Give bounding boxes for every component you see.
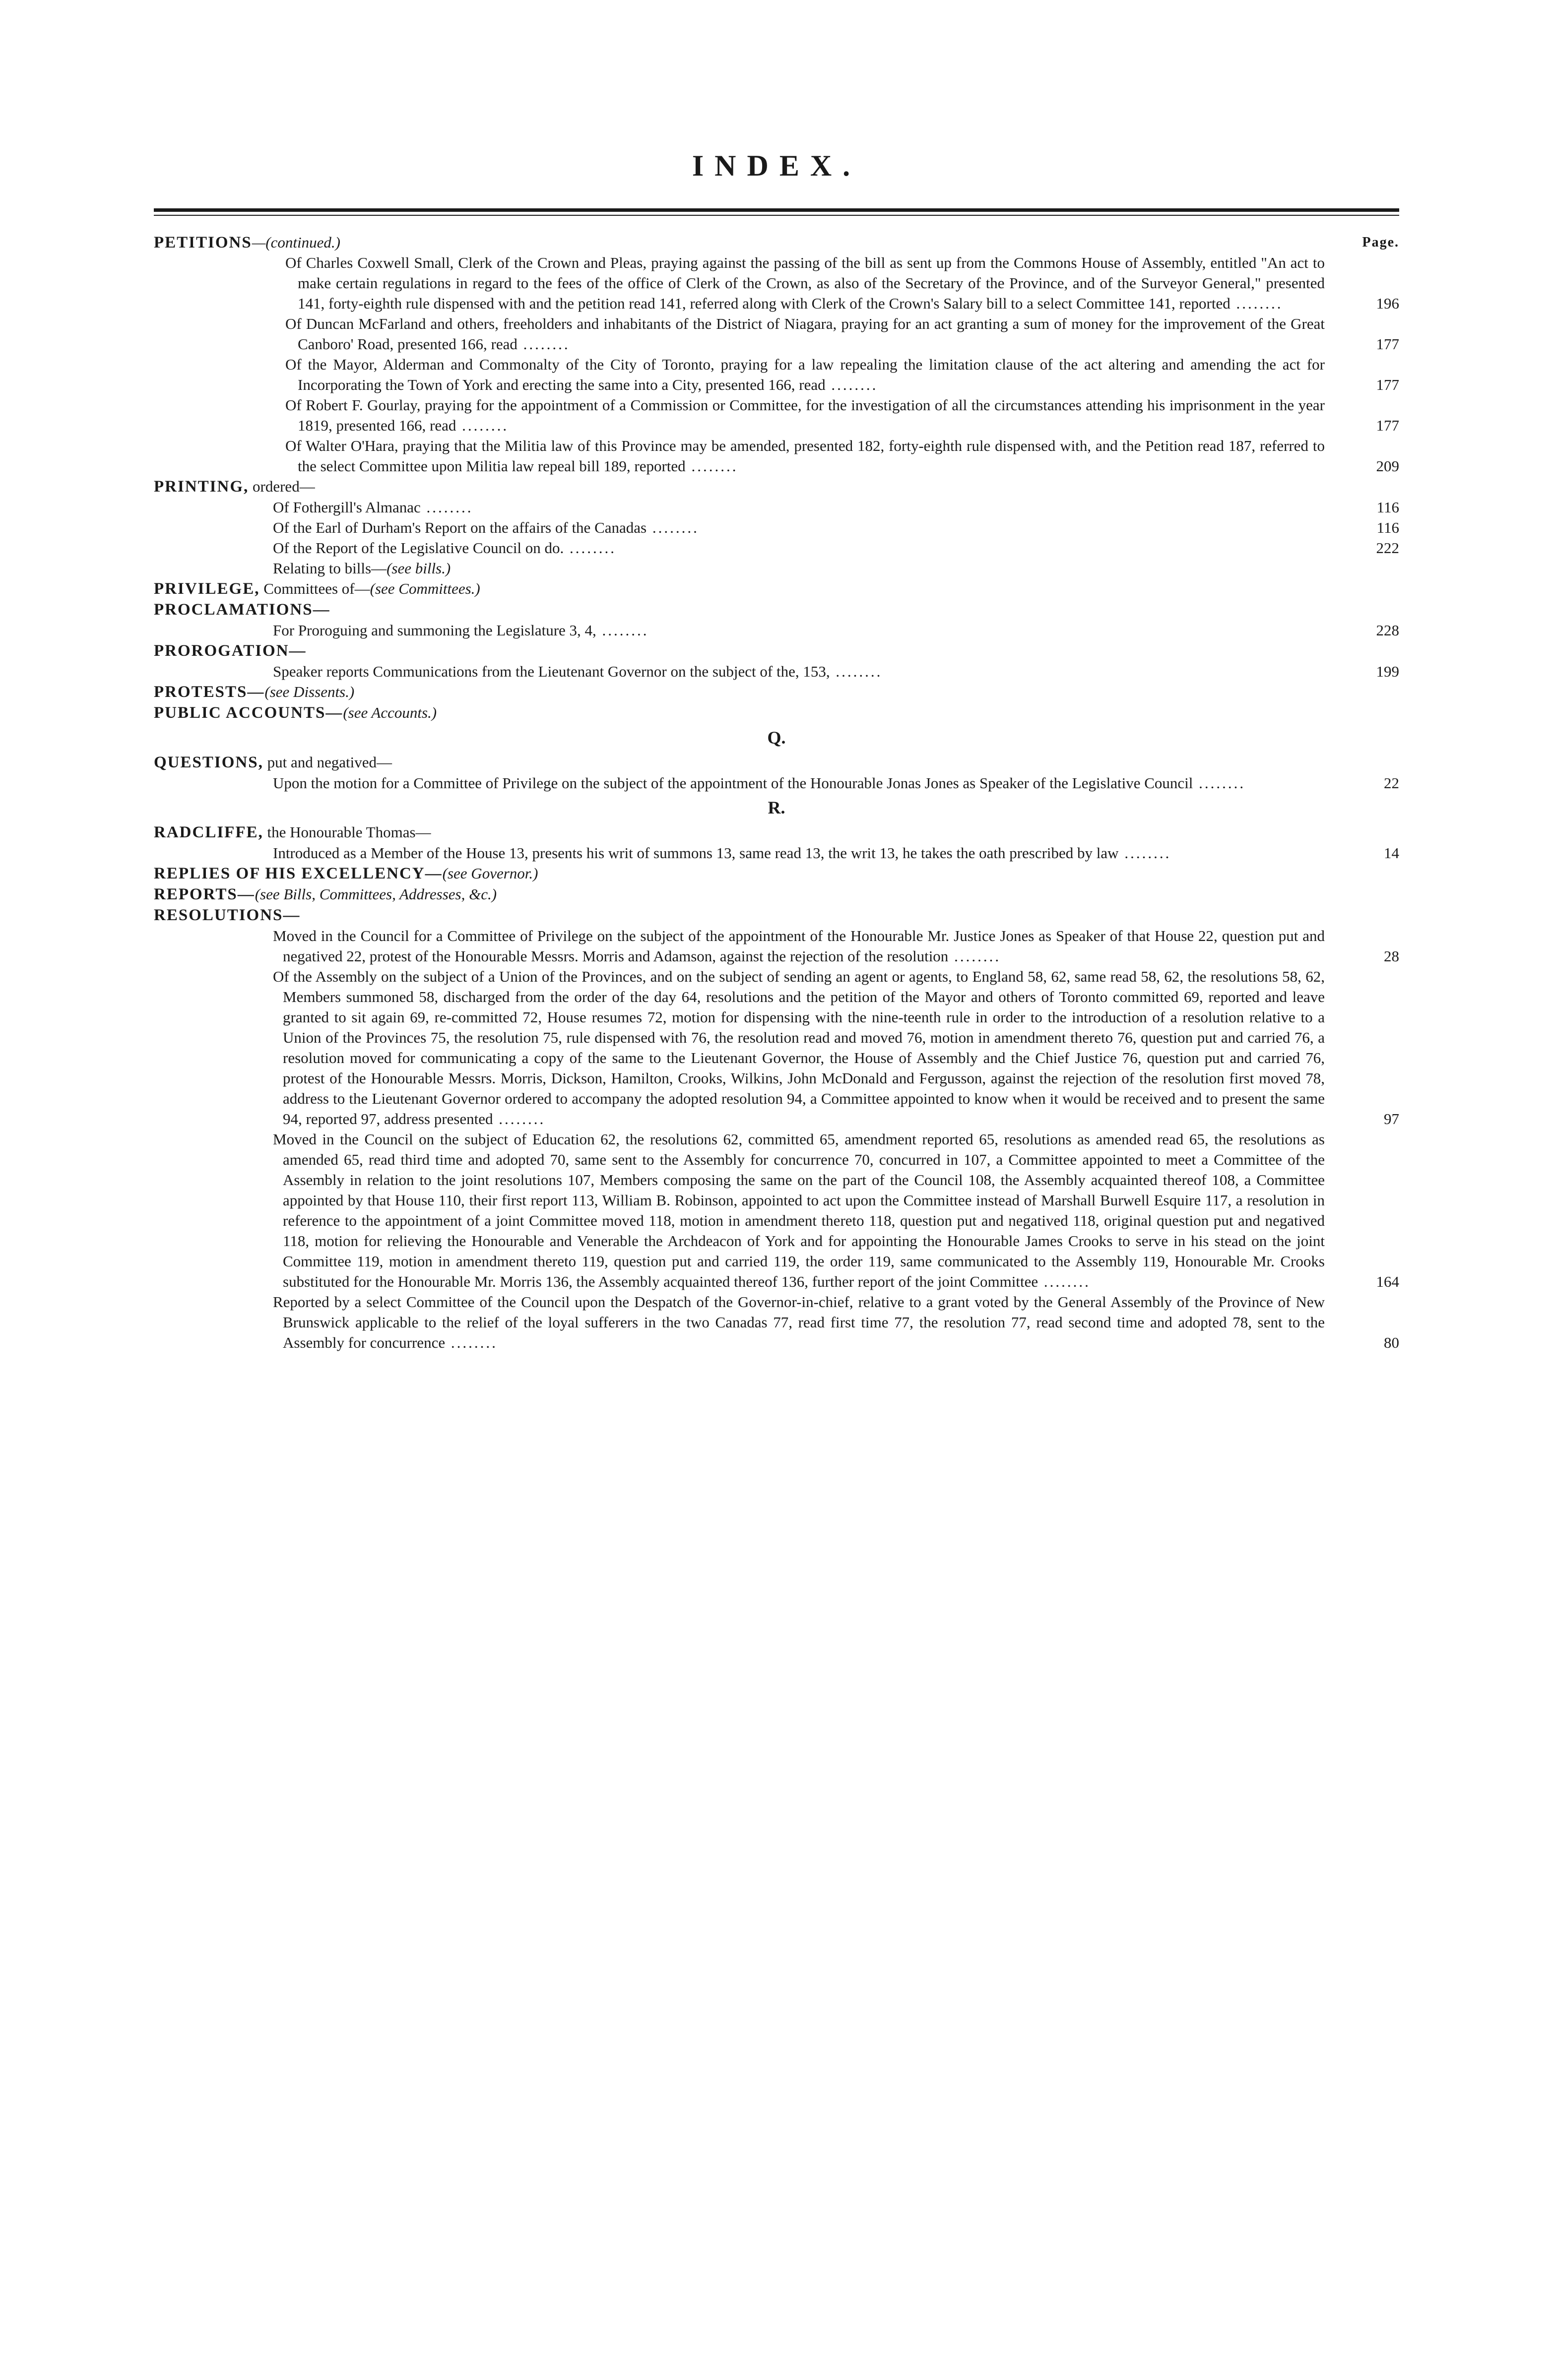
- index-entry: Of the Earl of Durham's Report on the affairs of the Canadas ........ 116: [273, 519, 1399, 536]
- entry-text: Of the Mayor, Alderman and Commonalty of the City of Toronto, praying for a law repealing the limitation clause of the act altering and amending the act for Incorporating the Town of York and erecting the same into a City, presented 166, read: [285, 356, 1325, 393]
- entry-page: 177: [1376, 417, 1399, 434]
- heading-printing: PRINTING, ordered—: [154, 478, 315, 496]
- heading-resolutions: RESOLUTIONS—: [154, 906, 301, 924]
- entry-page: 196: [1376, 295, 1399, 312]
- heading-proclamations: PROCLAMATIONS—: [154, 601, 330, 619]
- page-title: INDEX.: [692, 149, 861, 182]
- index-entry: Relating to bills—(see bills.): [273, 560, 451, 577]
- index-entry: Moved in the Council on the subject of Education 62, the resolutions 62, committed 65, amendment reported 65, resolutions as amended read 65, the resolutions as amended 65, read third time and adopted 70, same sent to the Assembly for concurrence 70, concurred in 107, a Committee appointed to meet a Committee of the Assembly in relation to the joint resolutions 107, Members composing the same on the part of the Council 108, the Assembly acquainted thereof 108, a Committee appointed by that House 110, their first report 113, William B. Robinson, appointed to act upon the Committee instead of Marshall Burwell Esquire 117, a resolution in reference to the appointment of a joint Committee moved 118, motion in amendment thereto 118, question put and negatived 118, original question put and negatived 118, motion for relieving the Honourable and Venerable the Archdeacon of York and for appointing the Honourable James Crooks to serve in his stead on the joint Committee 119, motion in amendment thereto 119, question put and carried 119, the order 119, same communicated to the Assembly 119, Honourable Mr. Crooks substituted for the Honourable Mr. Morris 136, the Assembly acquainted thereof 136, further report of the joint Committee ........ 164: [273, 1130, 1399, 1290]
- heading-public-accounts: PUBLIC ACCOUNTS—(see Accounts.): [154, 704, 437, 722]
- title-rule-thin: [154, 215, 1399, 216]
- heading-radcliffe: RADCLIFFE, the Honourable Thomas—: [154, 823, 431, 841]
- entry-text: Of Walter O'Hara, praying that the Militia law of this Province may be amended, presented 182, forty-eighth rule dispensed with, and the Petition read 187, referred to the select Committee upon Militia law repeal bill 189, reported: [285, 437, 1325, 475]
- entry-page: 177: [1376, 335, 1399, 353]
- letter-divider-q: Q.: [767, 728, 786, 748]
- entry-page: 209: [1376, 457, 1399, 475]
- entry-page: 177: [1376, 376, 1399, 393]
- heading-prorogation: PROROGATION—: [154, 642, 307, 660]
- entry-text: Of Robert F. Gourlay, praying for the appointment of a Commission or Committee, for the investigation of all the circumstances attending his imprisonment in the year 1819, presented 166, read: [285, 396, 1325, 434]
- index-entry: Of the Report of the Legislative Council on do. ........ 222: [273, 539, 1399, 557]
- index-entry: Of the Assembly on the subject of a Union of the Provinces, and on the subject of sending an agent or agents, to England 58, 62, same read 58, 62, the resolutions 58, 62, Members summoned 58, discharged from the order of the day 64, resolutions and the petition of the Mayor and others of Toronto committed 69, reported and leave granted to sit again 69, re-committed 72, House resumes 72, motion for dispensing with the nine-teenth rule in order to the introduction of a resolution relative to a Union of the Provinces 75, the resolution 75, rule dispensed with 76, the resolution read and moved 76, motion in amendment thereto 76, question put and carried 76, a resolution moved for communicating a copy of the same to the Lieutenant Governor, the House of Assembly and the Chief Justice 76, question put and carried 76, protest of the Honourable Messrs. Morris, Dickson, Hamilton, Crooks, Wilkins, John McDonald and Fergusson, against the rejection of the resolution first moved 78, address to the Lieutenant Governor ordered to accompany the adopted resolution 94, a Committee appointed to know when it would be received and to present the same 94, reported 97, address presented ........ 97: [273, 968, 1399, 1127]
- index-entry: Of Duncan McFarland and others, freeholders and inhabitants of the District of Niagara, praying for an act granting a sum of money for the improvement of the Great Canboro' Road, presented 166, read ........ 177: [154, 313, 1399, 354]
- page-column-label: Page.: [1362, 235, 1399, 250]
- index-content: [154, 232, 1399, 1353]
- index-entry: Moved in the Council for a Committee of Privilege on the subject of the appointment of the Honourable Mr. Justice Jones as Speaker of that House 22, question put and negatived 22, protest of the Honourable Messrs. Morris and Adamson, against the rejection of the resolution ........ 28: [273, 927, 1399, 965]
- heading-reports: REPORTS—(see Bills, Committees, Addresses, &c.): [154, 885, 497, 903]
- index-entry: For Proroguing and summoning the Legislature 3, 4, ........ 228: [273, 622, 1399, 639]
- section-heading-petitions: PETITIONS: [154, 234, 252, 251]
- heading-replies: REPLIES OF HIS EXCELLENCY—(see Governor.): [154, 865, 538, 882]
- index-entry: Reported by a select Committee of the Council upon the Despatch of the Governor-in-chief, relative to a grant voted by the General Assembly of the Province of New Brunswick applicable to the relief of the loyal sufferers in the two Canadas 77, read first time 77, the resolution 77, read second time and adopted 78, sent to the Assembly for concurrence ........ 80: [273, 1293, 1399, 1351]
- continued-label: —(continued.): [252, 234, 340, 251]
- entry-text: Of Charles Coxwell Small, Clerk of the Crown and Pleas, praying against the passing of the bill as sent up from the Commons House of Assembly, entitled "An act to make certain regulations in regard to the fees of the office of Clerk of the Crown, as also of the Secretary of the Province, and of the Surveyor General," presented 141, forty-eighth rule dispensed with and the petition read 141, referred along with Clerk of the Crown's Salary bill to a select Committee 141, reported: [285, 254, 1325, 312]
- entry-text: Of Duncan McFarland and others, freeholders and inhabitants of the District of Niagara, praying for an act granting a sum of money for the improvement of the Great Canboro' Road, presented 166, read: [285, 315, 1325, 353]
- section-header-row: [154, 232, 1399, 252]
- heading-questions: QUESTIONS, put and negatived—: [154, 753, 392, 771]
- index-entry: Of Robert F. Gourlay, praying for the appointment of a Commission or Committee, for the investigation of all the circumstances attending his imprisonment in the year 1819, presented 166, read ........ 177: [154, 395, 1399, 436]
- index-entry: Of the Mayor, Alderman and Commonalty of the City of Toronto, praying for a law repealing the limitation clause of the act altering and amending the act for Incorporating the Town of York and erecting the same into a City, presented 166, read ........ 177: [154, 354, 1399, 395]
- heading-protests: PROTESTS—(see Dissents.): [154, 683, 355, 701]
- index-entry: Speaker reports Communications from the Lieutenant Governor on the subject of the, 153, ........ 199: [273, 663, 1399, 680]
- index-entry: Introduced as a Member of the House 13, presents his writ of summons 13, same read 13, the writ 13, he takes the oath prescribed by law ........ 14: [273, 844, 1399, 862]
- title-rule-thick: [154, 208, 1399, 212]
- heading-privilege: PRIVILEGE, Committees of—(see Committees.): [154, 580, 480, 598]
- index-entry: Of Fothergill's Almanac ........ 116: [273, 499, 1399, 516]
- index-entry: Of Walter O'Hara, praying that the Militia law of this Province may be amended, presented 182, forty-eighth rule dispensed with, and the Petition read 187, referred to the select Committee upon Militia law repeal bill 189, reported ........ 209: [154, 436, 1399, 476]
- index-entry: Of Charles Coxwell Small, Clerk of the Crown and Pleas, praying against the passing of the bill as sent up from the Commons House of Assembly, entitled "An act to make certain regulations in regard to the fees of the office of Clerk of the Crown, as also of the Secretary of the Province, and of the Surveyor General," presented 141, forty-eighth rule dispensed with and the petition read 141, referred along with Clerk of the Crown's Salary bill to a select Committee 141, reported ........ 196: [154, 252, 1399, 313]
- letter-divider-r: R.: [768, 798, 785, 817]
- index-entry: Upon the motion for a Committee of Privilege on the subject of the appointment of the Honourable Jonas Jones as Speaker of the Legislative Council ........ 22: [273, 774, 1399, 792]
